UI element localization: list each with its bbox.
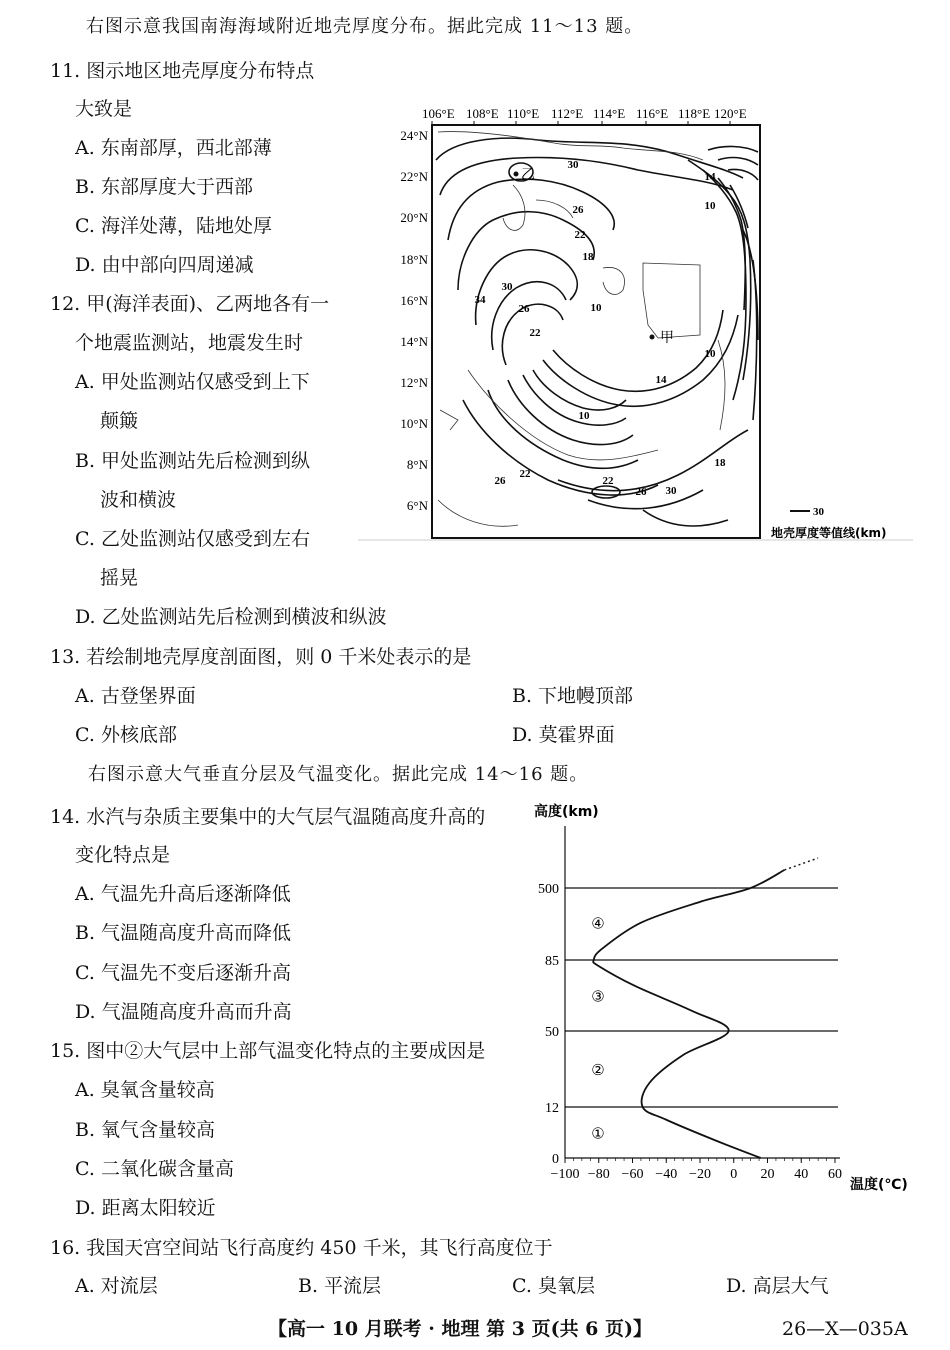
q11-option-d[interactable]: D. 由中部向四周递减 [75, 254, 254, 276]
lat-label: 12°N [400, 375, 428, 390]
legend-label: 地壳厚度等值线(km) [771, 526, 887, 540]
x-tick-label: 20 [760, 1167, 775, 1182]
q16-option-b[interactable]: B. 平流层 [298, 1275, 382, 1297]
q16-option-d[interactable]: D. 高层大气 [726, 1275, 829, 1297]
contour-label: 26 [572, 204, 584, 216]
q15-option-c[interactable]: C. 二氧化碳含量高 [75, 1158, 234, 1180]
q13-option-d[interactable]: D. 莫霍界面 [512, 724, 615, 746]
q14-option-a[interactable]: A. 气温先升高后逐渐降低 [75, 883, 291, 905]
lat-label: 20°N [400, 210, 428, 225]
footer-code: 26—X—035A [782, 1318, 908, 1340]
x-tick-label: 0 [730, 1167, 738, 1182]
contour-label: 22 [574, 229, 586, 241]
temperature-curve-extension [784, 858, 818, 870]
layer-label: ④ [591, 916, 605, 933]
place-jia-label: 甲 [660, 331, 674, 346]
place-jia-marker [650, 335, 655, 340]
contour-label: 26 [518, 303, 530, 315]
q13-stem: 13. 若绘制地壳厚度剖面图，则 0 千米处表示的是 [50, 646, 472, 668]
lon-label: 106°E [422, 106, 455, 121]
lon-label: 110°E [507, 106, 540, 121]
lat-label: 24°N [400, 128, 428, 143]
legend-value: 30 [813, 506, 824, 518]
q12-option-a[interactable]: A. 甲处监测站仅感受到上下 [75, 371, 310, 393]
contour-label: 34 [474, 294, 486, 306]
q11-stem: 11. 图示地区地壳厚度分布特点 [50, 60, 315, 82]
contour-label: 14 [655, 374, 667, 386]
contour-label: 10 [704, 200, 716, 212]
lon-label: 116°E [636, 106, 669, 121]
lat-label: 8°N [406, 457, 428, 472]
q14-option-d[interactable]: D. 气温随高度升高而升高 [75, 1001, 292, 1023]
x-tick-label: 60 [828, 1167, 842, 1182]
lat-label: 10°N [400, 416, 428, 431]
q16-option-a[interactable]: A. 对流层 [75, 1275, 158, 1297]
q14-option-c[interactable]: C. 气温先不变后逐渐升高 [75, 962, 291, 984]
q14-stem: 14. 水汽与杂质主要集中的大气层气温随高度升高的 [50, 806, 486, 828]
lat-label: 22°N [400, 169, 428, 184]
q12-option-d[interactable]: D. 乙处监测站先后检测到横波和纵波 [75, 606, 387, 628]
q12-option-c-cont: 摇晃 [100, 567, 139, 589]
q13-option-b[interactable]: B. 下地幔顶部 [512, 685, 634, 707]
q11-option-c[interactable]: C. 海洋处薄，陆地处厚 [75, 215, 272, 237]
x-tick-label: −80 [587, 1167, 610, 1182]
contour-label: 22 [529, 327, 541, 339]
lat-label: 18°N [400, 252, 428, 267]
contour-label: 18 [714, 457, 726, 469]
q12-option-c[interactable]: C. 乙处监测站仅感受到左右 [75, 528, 310, 550]
q15-stem: 15. 图中②大气层中上部气温变化特点的主要成因是 [50, 1040, 486, 1062]
q15-option-a[interactable]: A. 臭氧含量较高 [75, 1079, 215, 1101]
contour-label: 10 [704, 348, 716, 360]
contour-label: 18 [582, 251, 594, 263]
contour-label: 26 [494, 475, 506, 487]
q12-option-b-cont: 波和横波 [100, 489, 177, 511]
layer-label: ① [591, 1126, 605, 1143]
y-tick-label: 85 [545, 954, 559, 969]
contour-label: 30 [567, 159, 579, 171]
contour-label: 10 [590, 302, 602, 314]
q15-option-b[interactable]: B. 氧气含量较高 [75, 1119, 216, 1141]
y-tick-label: 0 [552, 1152, 559, 1167]
q11-option-b[interactable]: B. 东部厚度大于西部 [75, 176, 254, 198]
lon-label: 120°E [714, 106, 747, 121]
place-yi-marker [514, 172, 519, 177]
layer-label: ② [591, 1063, 605, 1079]
contour-label: 26 [635, 486, 647, 498]
y-tick-label: 50 [545, 1025, 559, 1040]
q13-option-c[interactable]: C. 外核底部 [75, 724, 177, 746]
contour-label: 14 [704, 171, 716, 183]
q13-option-a[interactable]: A. 古登堡界面 [75, 685, 196, 707]
place-yi-label: 乙 [521, 168, 535, 183]
x-tick-label: −40 [655, 1167, 678, 1182]
contour-label: 30 [501, 281, 513, 293]
contour-label: 30 [665, 485, 677, 497]
q11-option-a[interactable]: A. 东南部厚，西北部薄 [75, 137, 272, 159]
intro-1: 右图示意我国南海海域附近地壳厚度分布。据此完成 11～13 题。 [86, 16, 644, 37]
lon-label: 112°E [551, 106, 584, 121]
y-axis-label: 高度(km) [534, 804, 599, 820]
contour-label: 22 [602, 475, 614, 487]
lon-label: 114°E [593, 106, 626, 121]
q12-option-b[interactable]: B. 甲处监测站先后检测到纵 [75, 450, 311, 472]
q14-option-b[interactable]: B. 气温随高度升高而降低 [75, 922, 292, 944]
x-tick-label: −60 [621, 1167, 644, 1182]
x-tick-label: −100 [550, 1167, 580, 1182]
q16-option-c[interactable]: C. 臭氧层 [512, 1275, 595, 1297]
crust-thickness-map [358, 100, 918, 550]
y-tick-label: 500 [538, 882, 559, 897]
contour-label: 10 [578, 410, 590, 422]
q15-option-d[interactable]: D. 距离太阳较近 [75, 1197, 216, 1219]
q11-stem-cont: 大致是 [75, 98, 133, 120]
q14-stem-cont: 变化特点是 [75, 844, 171, 866]
q16-stem: 16. 我国天宫空间站飞行高度约 450 千米，其飞行高度位于 [50, 1237, 553, 1259]
temperature-curve [593, 870, 784, 1158]
lon-label: 108°E [466, 106, 499, 121]
lat-label: 16°N [400, 293, 428, 308]
q12-stem: 12. 甲(海洋表面)、乙两地各有一 [50, 293, 330, 315]
x-tick-label: −20 [689, 1167, 711, 1182]
q12-option-a-cont: 颠簸 [100, 410, 139, 432]
footer-page-info: 【高一 10 月联考 · 地理 第 3 页(共 6 页)】 [268, 1318, 653, 1340]
layer-label: ③ [591, 989, 605, 1006]
lon-label: 118°E [678, 106, 711, 121]
q12-stem-cont: 个地震监测站，地震发生时 [75, 332, 304, 354]
x-tick-label: 40 [794, 1167, 809, 1182]
x-axis-label: 温度(℃) [850, 1177, 908, 1193]
lat-label: 14°N [400, 334, 428, 349]
lat-label: 6°N [406, 498, 428, 513]
y-tick-label: 12 [545, 1101, 559, 1116]
intro-2: 右图示意大气垂直分层及气温变化。据此完成 14～16 题。 [88, 764, 589, 785]
map-frame [432, 125, 760, 538]
contour-label: 22 [519, 468, 531, 480]
atmosphere-chart [530, 796, 920, 1196]
